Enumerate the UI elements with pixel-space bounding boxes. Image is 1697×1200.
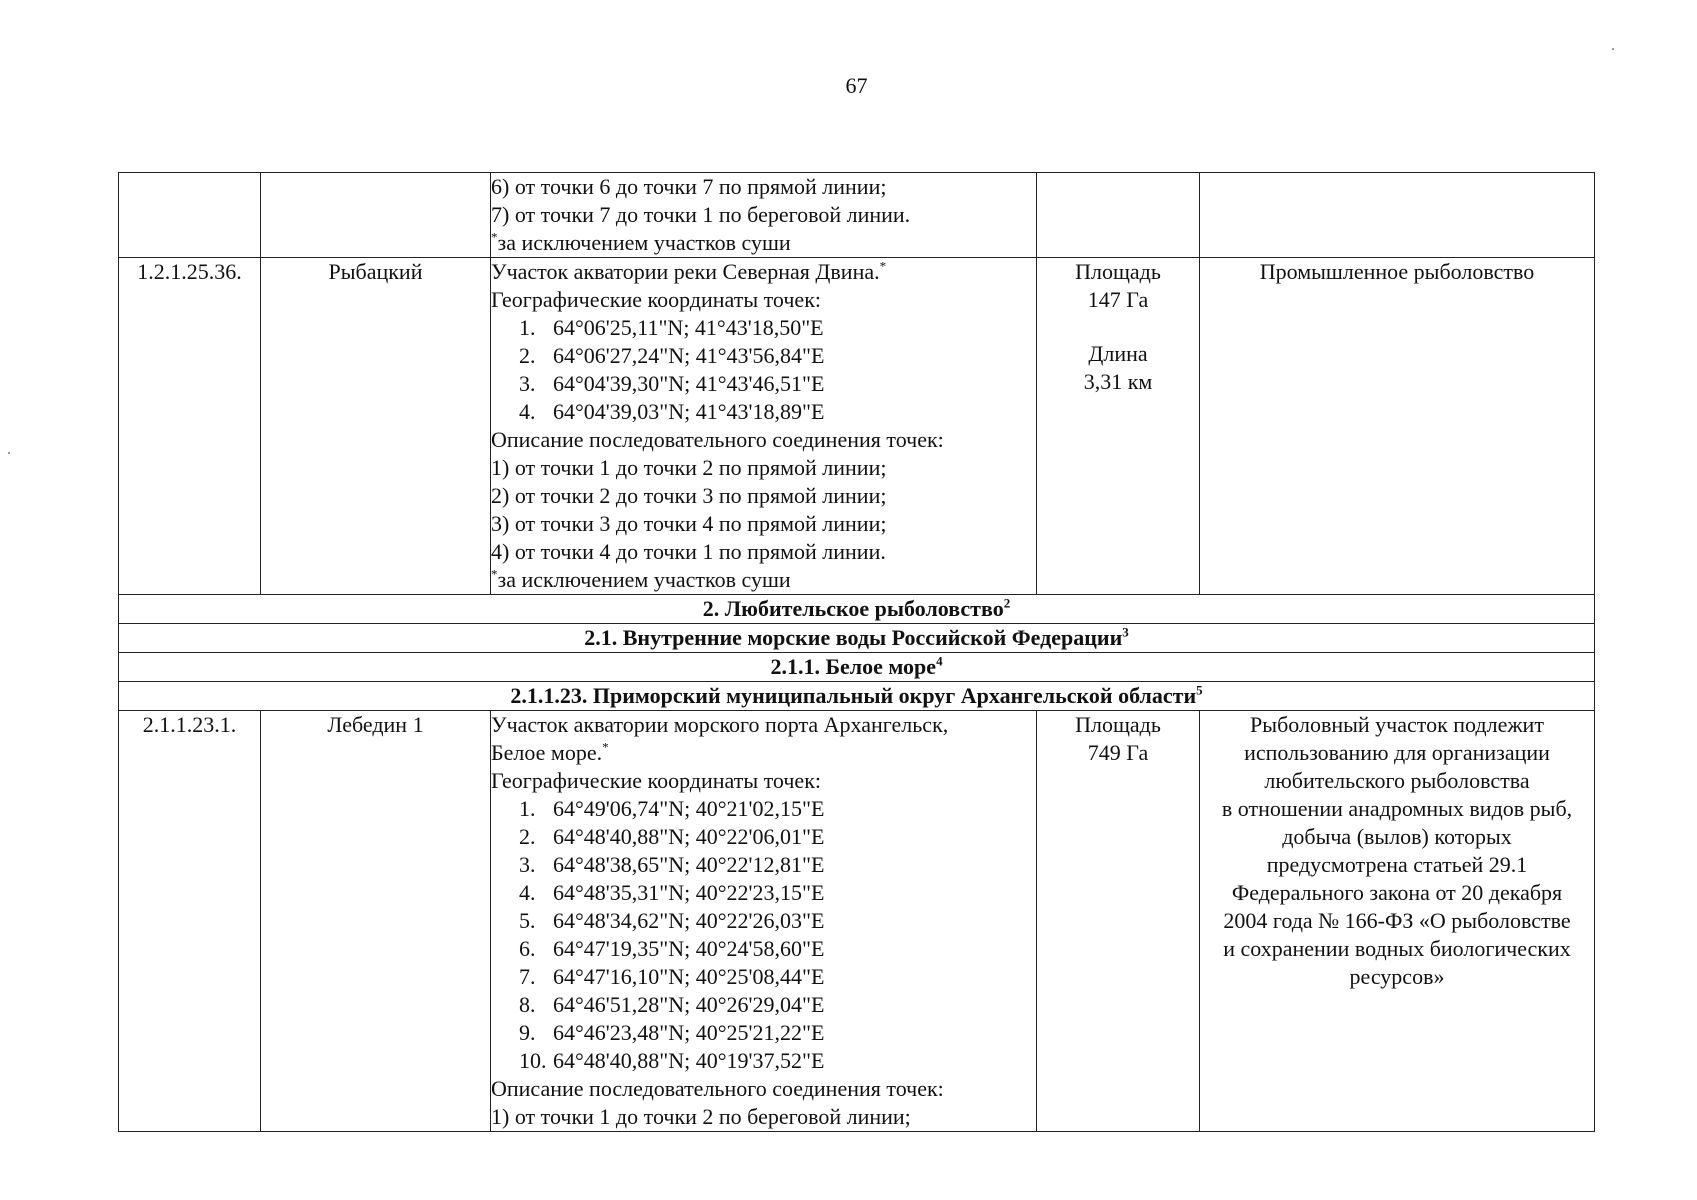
subsection-header-row [119, 653, 1595, 682]
point-coords: 64°04'39,03"N; 41°43'18,89"E [553, 399, 825, 424]
point-number: 3. [519, 371, 536, 396]
coordinate-item [491, 398, 1036, 426]
section-title [119, 595, 1595, 624]
subsection-header-row [119, 682, 1595, 711]
point-coords: 64°06'27,24"N; 41°43'56,84"E [553, 343, 825, 368]
footnote-line [491, 566, 1036, 594]
area-description [491, 711, 1037, 1132]
area-label: Площадь [1075, 712, 1161, 737]
asterisk-mark: * [602, 739, 609, 755]
point-number: 1. [519, 796, 536, 821]
point-coords: 64°04'39,30"N; 41°43'46,51"E [553, 371, 825, 396]
section-title-text: 2. Любительское рыболовство [702, 596, 1004, 621]
row-number: 1.2.1.25.36. [119, 258, 261, 595]
subsection-title-text: 2.1.1.23. Приморский муниципальный округ Архангельской области [510, 683, 1197, 708]
asterisk-mark: * [491, 229, 498, 245]
area-intro [491, 258, 1036, 286]
area-name: Рыбацкий [261, 258, 491, 595]
purpose-line: и сохранении водных биологических [1223, 936, 1571, 961]
fishing-areas-table [118, 172, 1595, 1132]
point-coords: 64°48'35,31"N; 40°22'23,15"E [553, 880, 825, 905]
coordinate-item [491, 963, 1036, 991]
connection-line: 4) от точки 4 до точки 1 по прямой линии. [491, 539, 886, 564]
point-number: 1. [519, 315, 536, 340]
area-value: 749 Га [1087, 740, 1149, 765]
coordinate-item [491, 823, 1036, 851]
coordinate-item [491, 879, 1036, 907]
connection-line: 2) от точки 2 до точки 3 по прямой линии; [491, 483, 887, 508]
subsection-title [119, 624, 1595, 653]
table-row-continuation [119, 173, 1595, 258]
subsection-title-text: 2.1.1. Белое море [770, 654, 937, 679]
asterisk-mark: * [879, 258, 887, 274]
point-number: 5. [519, 908, 536, 933]
coordinate-item [491, 795, 1036, 823]
point-number: 4. [519, 399, 536, 424]
cell-description [491, 173, 1037, 258]
coords-title: Географические координаты точек: [491, 768, 821, 793]
cell-size-empty [1037, 173, 1200, 258]
footnote-ref: 3 [1122, 624, 1129, 640]
footnote-text: за исключением участков суши [497, 230, 791, 255]
length-value: 3,31 км [1083, 369, 1153, 394]
purpose-line: в отношении анадромных видов рыб, [1221, 796, 1573, 821]
connection-title: Описание последовательного соединения точек: [491, 427, 944, 452]
subsection-title [119, 653, 1595, 682]
coordinate-item [491, 851, 1036, 879]
table-row-rybatsky [119, 258, 1595, 595]
point-coords: 64°49'06,74"N; 40°21'02,15"E [553, 796, 825, 821]
point-coords: 64°47'16,10"N; 40°25'08,44"E [553, 964, 825, 989]
footnote-ref: 2 [1003, 595, 1011, 611]
point-number: 2. [519, 824, 536, 849]
coordinate-item [491, 342, 1036, 370]
length-label: Длина [1088, 341, 1148, 366]
connection-line: 1) от точки 1 до точки 2 по прямой линии; [491, 455, 887, 480]
purpose-line: Рыболовный участок подлежит [1250, 712, 1544, 737]
connection-line: 1) от точки 1 до точки 2 по береговой линии; [491, 1104, 911, 1129]
point-coords: 64°48'38,65"N; 40°22'12,81"E [553, 852, 825, 877]
connection-title: Описание последовательного соединения точек: [491, 1076, 944, 1101]
connection-line: 7) от точки 7 до точки 1 по береговой линии. [491, 202, 911, 227]
asterisk-mark: * [491, 566, 498, 582]
area-name: Лебедин 1 [261, 711, 491, 1132]
footnote-text: за исключением участков суши [497, 567, 791, 592]
intro-text: Белое море. [491, 740, 603, 765]
purpose-line: использованию для организации [1244, 740, 1550, 765]
point-coords: 64°46'23,48"N; 40°25'21,22"E [553, 1020, 825, 1045]
purpose-line: добыча (вылов) которых [1282, 824, 1512, 849]
footnote-ref: 4 [936, 653, 943, 669]
point-number: 9. [519, 1020, 536, 1045]
cell-num-empty [119, 173, 261, 258]
coordinate-item [491, 991, 1036, 1019]
purpose-cell: Промышленное рыболовство [1200, 258, 1595, 595]
point-coords: 64°46'51,28"N; 40°26'29,04"E [553, 992, 825, 1017]
page-number: 67 [845, 73, 868, 98]
area-size-cell [1037, 258, 1200, 595]
subsection-title-text: 2.1. Внутренние морские воды Российской Федерации [584, 625, 1123, 650]
point-coords: 64°48'40,88"N; 40°22'06,01"E [553, 824, 825, 849]
scan-speck [8, 452, 10, 454]
point-coords: 64°47'19,35"N; 40°24'58,60"E [553, 936, 825, 961]
purpose-line: предусмотрена статьей 29.1 [1266, 852, 1528, 877]
subsection-header-row [119, 624, 1595, 653]
area-intro [491, 739, 1036, 767]
connection-line: 6) от точки 6 до точки 7 по прямой линии; [491, 174, 887, 199]
area-description [491, 258, 1037, 595]
cell-purpose-empty [1200, 173, 1595, 258]
point-number: 7. [519, 964, 536, 989]
coordinate-item [491, 314, 1036, 342]
purpose-cell [1200, 711, 1595, 1132]
point-number: 8. [519, 992, 536, 1017]
scan-speck [1612, 48, 1614, 50]
table-row-lebedin-1 [119, 711, 1595, 1132]
point-coords: 64°48'40,88"N; 40°19'37,52"E [553, 1048, 825, 1073]
coords-title: Географические координаты точек: [491, 287, 821, 312]
purpose-line: ресурсов» [1349, 964, 1445, 989]
section-header-row [119, 595, 1595, 624]
point-number: 4. [519, 880, 536, 905]
coordinate-item [491, 907, 1036, 935]
connection-line: 3) от точки 3 до точки 4 по прямой линии; [491, 511, 887, 536]
footnote-line [491, 229, 1036, 257]
area-size-cell [1037, 711, 1200, 1132]
footnote-ref: 5 [1196, 682, 1203, 698]
area-value: 147 Га [1087, 287, 1149, 312]
purpose-line: Федерального закона от 20 декабря [1231, 880, 1563, 905]
point-number: 6. [519, 936, 536, 961]
coordinate-item [491, 935, 1036, 963]
point-number: 10. [519, 1048, 547, 1073]
coordinate-item [491, 370, 1036, 398]
area-label: Площадь [1075, 259, 1161, 284]
intro-text: Участок акватории реки Северная Двина. [491, 259, 880, 284]
point-coords: 64°06'25,11"N; 41°43'18,50"E [553, 315, 824, 340]
cell-name-empty [261, 173, 491, 258]
row-number: 2.1.1.23.1. [119, 711, 261, 1132]
coordinate-item [491, 1019, 1036, 1047]
point-number: 3. [519, 852, 536, 877]
purpose-line: 2004 года № 166-ФЗ «О рыболовстве [1223, 908, 1571, 933]
subsection-title [119, 682, 1595, 711]
point-number: 2. [519, 343, 536, 368]
area-intro: Участок акватории морского порта Архангельск, [491, 712, 949, 737]
coordinate-item [491, 1047, 1036, 1075]
point-coords: 64°48'34,62"N; 40°22'26,03"E [553, 908, 825, 933]
purpose-line: любительского рыболовства [1264, 768, 1530, 793]
